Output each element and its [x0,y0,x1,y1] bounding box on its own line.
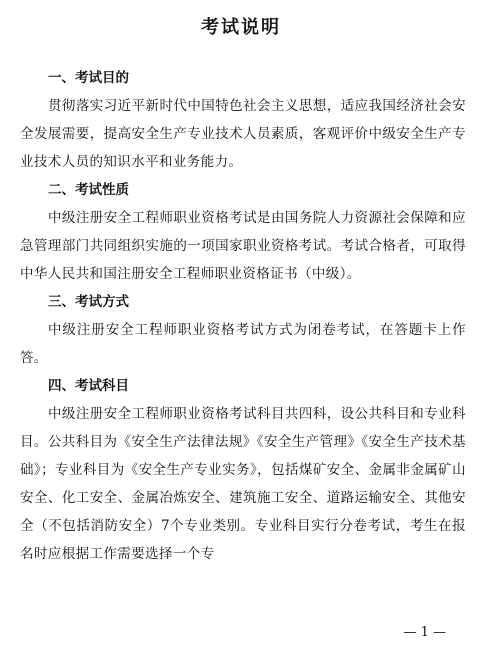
document-body [20,64,466,568]
section-heading: 一、考试目的 [48,70,129,86]
section-paragraph: 贯彻落实习近平新时代中国特色社会主义思想，适应我国经济社会安全发展需要，提高安全生产专业技术人员素质，客观评价中级安全生产专业技术人员的知识水平和业务能力。 [20,98,466,170]
page-number: — 1 — [403,625,446,640]
document-title: 考试说明 [201,17,281,38]
section-paragraph: 中级注册安全工程师职业资格考试是由国务院人力资源社会保障和应急管理部门共同组织实施的一项国家职业资格考试。考试合格者，可取得中华人民共和国注册安全工程师职业资格证书（中级）。 [20,210,466,282]
section-heading: 三、考试方式 [48,294,129,310]
section-nature [20,176,466,288]
section-purpose [20,64,466,176]
section-paragraph: 中级注册安全工程师职业资格考试科目共四科，设公共科目和专业科目。公共科目为《安全生产法律法规》《安全生产管理》《安全生产技术基础》；专业科目为《安全生产专业实务》，包括煤矿安全、金属非金属矿山安全、化工安全、金属冶炼安全、建筑施工安全、道路运输安全、其他安全（不包括消防安全）7个专业类别。专业科目实行分卷考试，考生在报名时应根据工作需要选择一个专 [20,406,466,562]
section-heading: 四、考试科目 [48,378,129,394]
section-heading: 二、考试性质 [48,182,129,198]
section-subjects [20,372,466,568]
section-method [20,288,466,372]
section-paragraph: 中级注册安全工程师职业资格考试方式为闭卷考试，在答题卡上作答。 [20,322,466,366]
